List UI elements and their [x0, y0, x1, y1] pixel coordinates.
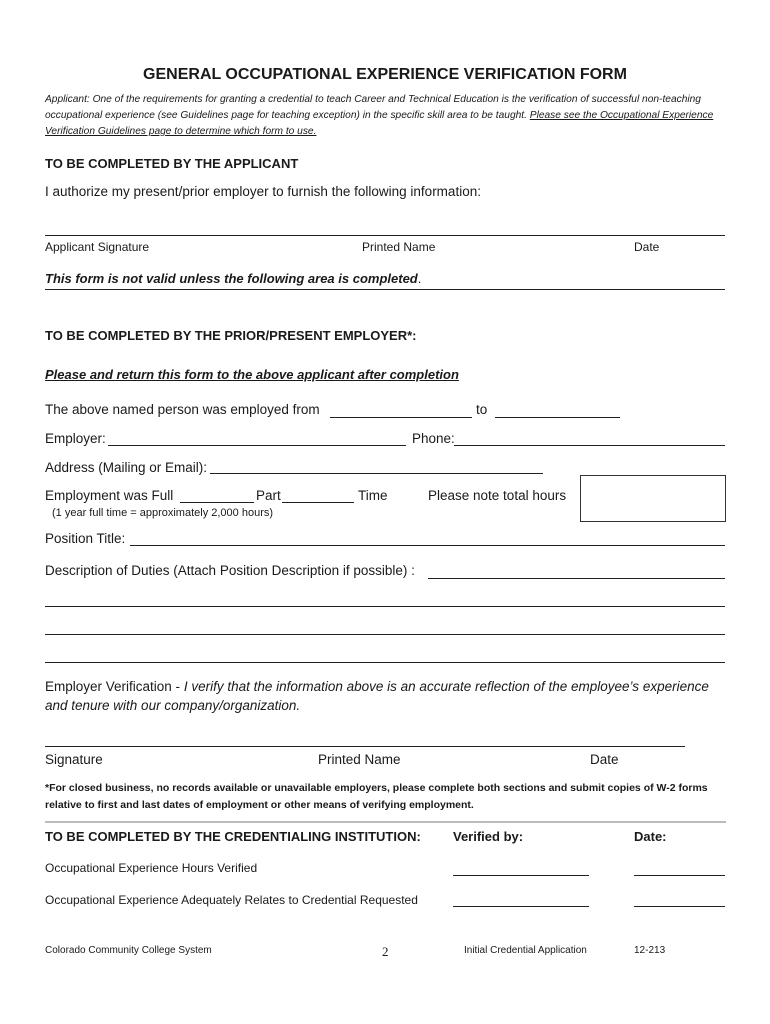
employer-date-label: Date	[590, 752, 619, 767]
total-hours-box[interactable]	[580, 475, 726, 522]
position-title-field[interactable]	[130, 545, 725, 546]
time-label: Time	[358, 488, 388, 503]
institution-heading: TO BE COMPLETED BY THE CREDENTIALING INSTITUTION:	[45, 829, 421, 844]
phone-field[interactable]	[454, 445, 725, 446]
validity-notice	[45, 271, 421, 286]
address-label: Address (Mailing or Email):	[45, 460, 208, 475]
duties-field-3[interactable]	[45, 634, 725, 635]
verification-prefix: Employer Verification -	[45, 679, 184, 694]
employer-printed-name-label: Printed Name	[318, 752, 401, 767]
verification-text: I verify that the information above is an accurate reflection of the employee’s experience and tenure with our company/organization.	[45, 679, 709, 713]
employer-verification	[45, 677, 725, 715]
relates-date-field[interactable]	[634, 906, 725, 907]
footer-doc-name: Initial Credential Application	[464, 945, 587, 956]
total-hours-label: Please note total hours	[428, 488, 567, 503]
institution-date-label: Date:	[634, 829, 667, 844]
employer-signature-label: Signature	[45, 752, 103, 767]
guidelines-link[interactable]: Please see the Occupational Experience Verification Guidelines page to determine which form to use.	[45, 110, 714, 137]
footer-page-number: 2	[382, 944, 389, 959]
address-field[interactable]	[210, 473, 543, 474]
employed-to-label: to	[476, 402, 488, 417]
authorize-text: I authorize my present/prior employer to furnish the following information:	[45, 184, 481, 199]
employer-signature-line[interactable]	[45, 746, 685, 747]
validity-notice-end: .	[417, 271, 422, 286]
employed-from-field[interactable]	[330, 417, 472, 418]
full-time-note: (1 year full time = approximately 2,000 hours)	[52, 507, 274, 519]
applicant-heading: TO BE COMPLETED BY THE APPLICANT	[45, 156, 299, 171]
applicant-signature-line[interactable]	[45, 235, 725, 236]
applicant-date-label: Date	[634, 240, 660, 254]
validity-notice-text: This form is not valid unless the following area is completed	[45, 271, 418, 286]
hours-verified-by-field[interactable]	[453, 875, 589, 876]
section-divider	[45, 821, 726, 823]
duties-field-1[interactable]	[428, 578, 725, 579]
applicant-printed-name-label: Printed Name	[362, 240, 436, 254]
duties-field-2[interactable]	[45, 606, 725, 607]
employer-label: Employer:	[45, 431, 106, 446]
full-time-field[interactable]	[180, 502, 254, 503]
employed-to-field[interactable]	[495, 417, 620, 418]
employed-from-label: The above named person was employed from	[45, 402, 320, 417]
hours-verified-label: Occupational Experience Hours Verified	[45, 861, 258, 875]
closed-business-note: *For closed business, no records available or unavailable employers, please complete both sections and submit copies of W-2 forms relative to first and last dates of employment or other means of verifying employment.	[45, 782, 708, 811]
footer-code: 12-213	[634, 945, 666, 956]
relates-verified-by-field[interactable]	[453, 906, 589, 907]
position-title-label: Position Title:	[45, 531, 126, 546]
duties-field-4[interactable]	[45, 662, 725, 663]
verified-by-label: Verified by:	[453, 829, 524, 844]
part-label: Part	[256, 488, 281, 503]
employer-instruction: Please and return this form to the above applicant after completion	[45, 367, 459, 382]
applicant-signature-label: Applicant Signature	[45, 240, 150, 254]
part-time-field[interactable]	[282, 502, 354, 503]
relates-label: Occupational Experience Adequately Relates to Credential Requested	[45, 893, 418, 907]
intro-text: Applicant: One of the requirements for granting a credential to teach Career and Technical Education is the verification of successful non-teaching occupational experience (see Guidelines page for teaching exception) in the specific skill area to be taught.	[45, 94, 701, 121]
intro-paragraph	[45, 92, 730, 140]
employer-field[interactable]	[108, 445, 406, 446]
employer-heading: TO BE COMPLETED BY THE PRIOR/PRESENT EMPLOYER*:	[45, 328, 417, 343]
form-title: GENERAL OCCUPATIONAL EXPERIENCE VERIFICATION FORM	[143, 66, 627, 83]
duties-label: Description of Duties (Attach Position Description if possible) :	[45, 563, 415, 578]
employment-full-label: Employment was Full	[45, 488, 174, 503]
footer-org: Colorado Community College System	[45, 945, 212, 956]
hours-verified-date-field[interactable]	[634, 875, 725, 876]
phone-label: Phone:	[412, 431, 455, 446]
notice-underline	[45, 289, 725, 290]
